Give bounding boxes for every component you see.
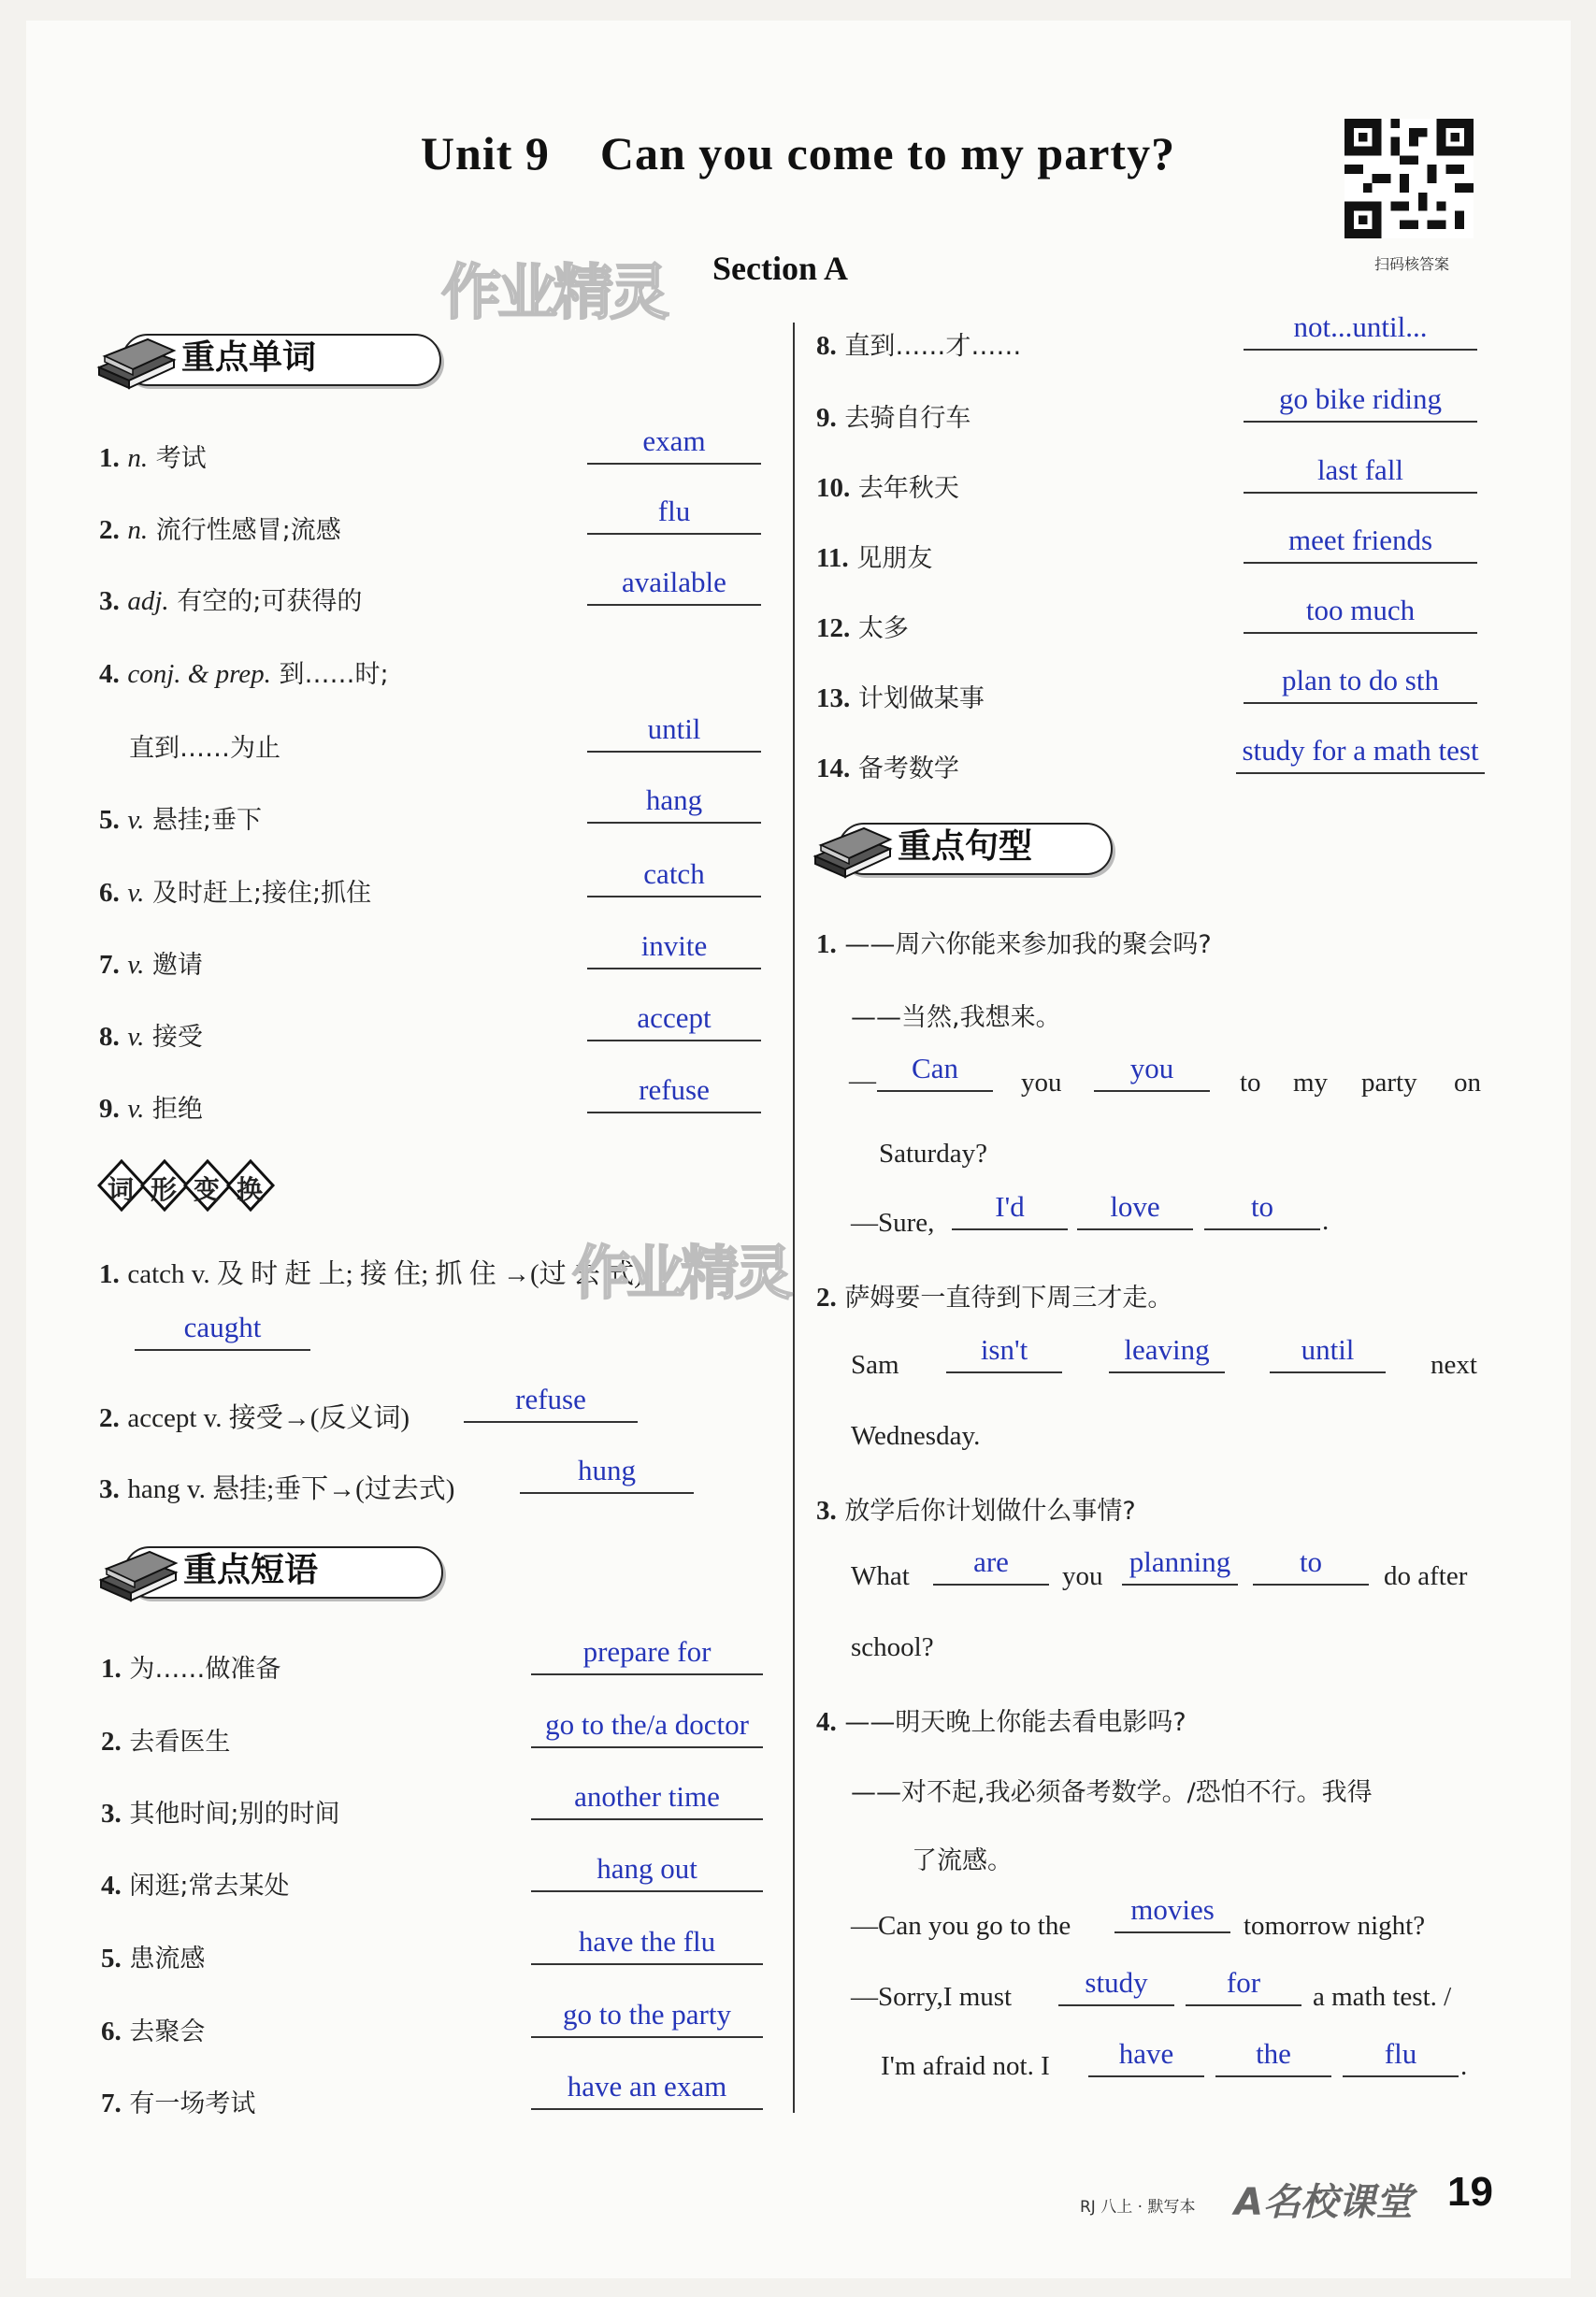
- sentence-answer[interactable]: are: [933, 1546, 1049, 1586]
- sentence-text: to: [1240, 1068, 1261, 1098]
- header-label: 重点单词: [181, 338, 317, 377]
- phrase-answer[interactable]: last fall: [1244, 454, 1477, 494]
- phrase-answer[interactable]: another time: [531, 1781, 763, 1820]
- header-label: 重点短语: [183, 1551, 319, 1589]
- page-title: Unit 9 Can you come to my party?: [420, 127, 1176, 179]
- sentence-text: .: [1322, 1206, 1330, 1236]
- sentence-text: a math test. /: [1313, 1982, 1452, 2012]
- vocab-item-continued: 直到……为止: [129, 734, 280, 763]
- phrase-answer[interactable]: study for a math test: [1236, 735, 1485, 774]
- form-answer[interactable]: refuse: [464, 1384, 638, 1423]
- phrase-answer[interactable]: have an exam: [531, 2071, 763, 2110]
- phrase-answer[interactable]: meet friends: [1244, 524, 1477, 564]
- sentence-text: —Can you go to the: [851, 1911, 1071, 1941]
- sentence-text: Sam: [851, 1350, 899, 1380]
- page-number: 19: [1447, 2169, 1493, 2215]
- vocab-item: 4. conj. & prep. 到……时;: [99, 659, 389, 689]
- sentence-prompt: 2. 萨姆要一直待到下周三才走。: [816, 1283, 1173, 1313]
- sentence-prompt: 1. ——周六你能来参加我的聚会吗?: [816, 929, 1212, 959]
- sentence-text: Saturday?: [879, 1139, 987, 1169]
- sentence-answer[interactable]: flu: [1343, 2038, 1459, 2077]
- sentence-text: you: [1021, 1068, 1062, 1098]
- vocab-answer[interactable]: accept: [587, 1002, 761, 1041]
- phrase-answer[interactable]: go bike riding: [1244, 383, 1477, 423]
- phrase-item: 1. 为……做准备: [101, 1654, 281, 1684]
- sentence-prompt: 4. ——明天晚上你能去看电影吗?: [816, 1707, 1186, 1737]
- sentence-answer[interactable]: have: [1088, 2038, 1204, 2077]
- header-label: 重点句型: [898, 827, 1033, 866]
- publisher-logo: A名校课堂: [1234, 2181, 1413, 2224]
- phrase-answer[interactable]: too much: [1244, 595, 1477, 634]
- sentence-text: What: [851, 1561, 910, 1591]
- sentence-text: on: [1454, 1068, 1481, 1098]
- phrase-item: 6. 去聚会: [101, 2017, 206, 2046]
- section-title: Section A: [712, 250, 849, 287]
- phrase-answer[interactable]: go to the/a doctor: [531, 1709, 763, 1748]
- book-stack-icon: [95, 332, 180, 390]
- vocab-item: 6. v. 及时赶上;接住;抓住: [99, 878, 372, 908]
- form-char: 换: [237, 1174, 264, 1205]
- vocab-answer[interactable]: until: [587, 713, 761, 753]
- sentence-answer[interactable]: leaving: [1109, 1334, 1225, 1373]
- sentence-text: tomorrow night?: [1244, 1911, 1426, 1941]
- phrase-item: 8. 直到……才……: [816, 331, 1022, 361]
- vocab-item: 2. n. 流行性感冒;流感: [99, 515, 341, 545]
- qr-code[interactable]: [1344, 119, 1474, 238]
- sentence-answer[interactable]: to: [1204, 1191, 1320, 1230]
- phrase-item: 3. 其他时间;别的时间: [101, 1799, 340, 1829]
- sentence-text: —Sorry,I must: [851, 1982, 1013, 2012]
- sentence-answer[interactable]: planning: [1122, 1546, 1238, 1586]
- sentence-answer[interactable]: movies: [1114, 1894, 1230, 1933]
- sentence-answer[interactable]: study: [1058, 1967, 1174, 2006]
- sentence-answer[interactable]: to: [1253, 1546, 1369, 1586]
- form-item: 2. accept v. 接受→(反义词): [99, 1403, 410, 1433]
- sentence-prompt: ——对不起,我必须备考数学。/恐怕不行。我得: [851, 1778, 1373, 1807]
- sentence-text: do after: [1384, 1561, 1468, 1591]
- book-stack-icon: [812, 821, 896, 879]
- phrase-answer[interactable]: have the flu: [531, 1926, 763, 1965]
- sentence-text: next: [1431, 1350, 1477, 1380]
- form-answer[interactable]: caught: [135, 1312, 310, 1351]
- sentence-answer[interactable]: the: [1215, 2038, 1331, 2077]
- sentence-text: school?: [851, 1632, 934, 1662]
- book-stack-icon: [97, 1544, 181, 1602]
- phrase-item: 2. 去看医生: [101, 1727, 231, 1757]
- phrase-item: 4. 闲逛;常去某处: [101, 1871, 290, 1901]
- sentence-prompt: ——当然,我想来。: [851, 1003, 1061, 1032]
- phrase-answer[interactable]: go to the party: [531, 1999, 763, 2038]
- vocab-answer[interactable]: exam: [587, 425, 761, 465]
- sentence-answer[interactable]: for: [1186, 1967, 1301, 2006]
- phrase-item: 13. 计划做某事: [816, 683, 985, 713]
- vocab-answer[interactable]: available: [587, 567, 761, 606]
- sentence-answer[interactable]: Can: [877, 1053, 993, 1092]
- qr-caption: 扫码核答案: [1373, 255, 1449, 273]
- form-char: 变: [194, 1174, 221, 1205]
- form-char: 词: [108, 1174, 135, 1205]
- form-item: 3. hang v. 悬挂;垂下→(过去式): [99, 1474, 455, 1504]
- vocab-answer[interactable]: invite: [587, 930, 761, 969]
- sentence-answer[interactable]: isn't: [946, 1334, 1062, 1373]
- vocab-answer[interactable]: flu: [587, 495, 761, 535]
- phrase-item: 9. 去骑自行车: [816, 403, 971, 433]
- form-item: 1. catch v. 及 时 赶 上; 接 住; 抓 住 →(过 去 式): [99, 1259, 643, 1289]
- vocab-item: 8. v. 接受: [99, 1022, 203, 1052]
- phrase-answer[interactable]: prepare for: [531, 1636, 763, 1675]
- sentence-text: —: [849, 1066, 876, 1096]
- phrase-item: 10. 去年秋天: [816, 473, 959, 503]
- sentence-answer[interactable]: love: [1077, 1191, 1193, 1230]
- sentence-text: I'm afraid not. I: [881, 2051, 1050, 2081]
- vocab-item: 7. v. 邀请: [99, 950, 203, 980]
- header-word-forms: [97, 1157, 284, 1213]
- sentence-answer[interactable]: I'd: [952, 1191, 1068, 1230]
- sentence-text: —Sure,: [851, 1208, 935, 1238]
- phrase-item: 11. 见朋友: [816, 543, 933, 573]
- vocab-answer[interactable]: catch: [587, 858, 761, 897]
- column-divider: [793, 323, 795, 2113]
- vocab-item: 5. v. 悬挂;垂下: [99, 805, 263, 835]
- vocab-item: 1. n. 考试: [99, 443, 207, 473]
- phrase-item: 7. 有一场考试: [101, 2089, 256, 2118]
- sentence-text: .: [1460, 2051, 1468, 2081]
- phrase-answer[interactable]: hang out: [531, 1853, 763, 1892]
- sentence-text: my: [1293, 1068, 1329, 1098]
- sentence-answer[interactable]: until: [1270, 1334, 1386, 1373]
- vocab-item: 9. v. 拒绝: [99, 1094, 203, 1124]
- phrase-answer[interactable]: plan to do sth: [1244, 665, 1477, 704]
- footer-book-label: RJ 八上 · 默写本: [1080, 2198, 1196, 2217]
- sentence-text: you: [1062, 1561, 1103, 1591]
- phrase-item: 14. 备考数学: [816, 754, 959, 783]
- sentence-answer[interactable]: you: [1094, 1053, 1210, 1092]
- form-answer[interactable]: hung: [520, 1455, 694, 1494]
- sentence-prompt: 3. 放学后你计划做什么事情?: [816, 1496, 1136, 1526]
- phrase-item: 5. 患流感: [101, 1944, 206, 1974]
- form-char: 形: [151, 1174, 178, 1205]
- sentence-text: Wednesday.: [851, 1421, 981, 1451]
- phrase-item: 12. 太多: [816, 613, 909, 643]
- vocab-answer[interactable]: refuse: [587, 1074, 761, 1113]
- phrase-answer[interactable]: not...until...: [1244, 311, 1477, 351]
- sentence-prompt: 了流感。: [912, 1846, 1013, 1875]
- vocab-item: 3. adj. 有空的;可获得的: [99, 586, 363, 616]
- vocab-answer[interactable]: hang: [587, 784, 761, 824]
- sentence-text: party: [1361, 1068, 1417, 1098]
- watermark: 作业精灵: [572, 1239, 790, 1307]
- watermark: 作业精灵: [441, 259, 666, 328]
